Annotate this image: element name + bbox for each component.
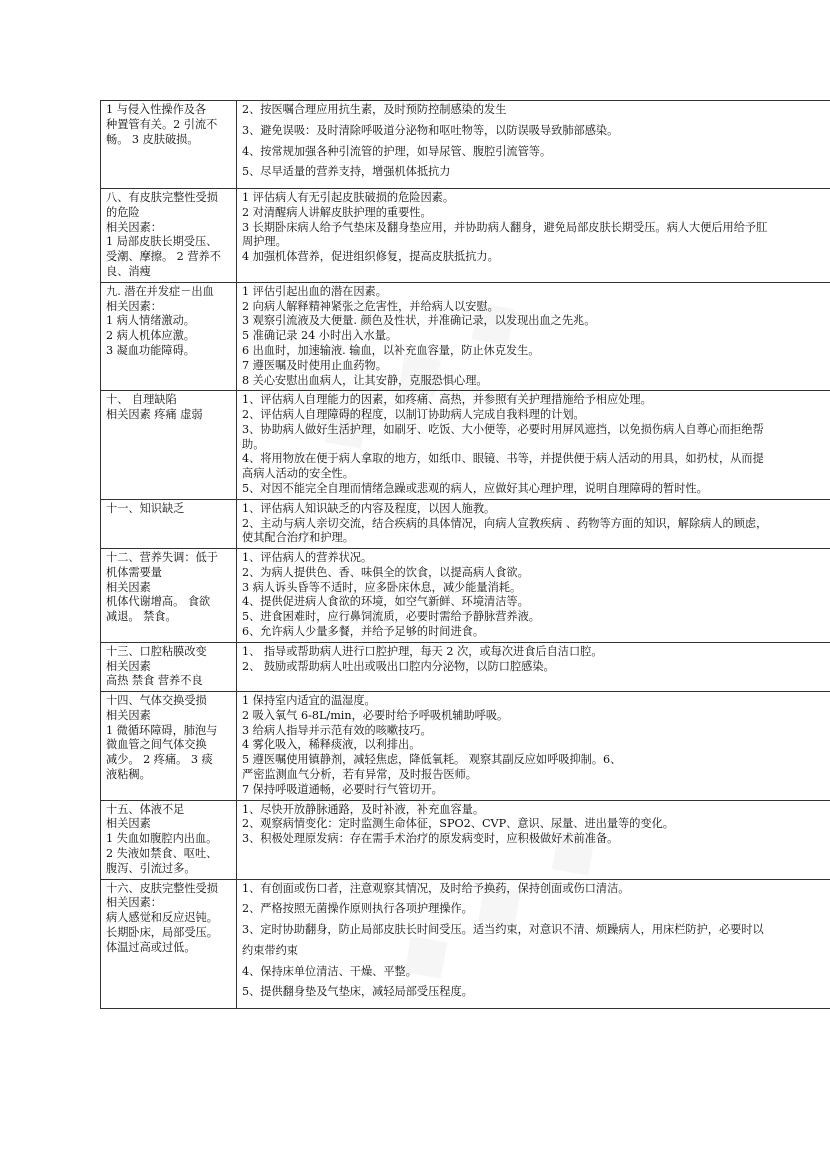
diagnosis-line: 3 凝血功能障碍。 xyxy=(106,343,195,357)
measure-line: 7 保持呼吸道通畅，必要时行气管切开。 xyxy=(242,782,443,796)
measure-line: 1、评估病人知识缺乏的内容及程度，以因人施教。 xyxy=(242,501,496,515)
measure-line: 4、将用物放在便于病人拿取的地方，如纸巾、眼镜、书等，并提供便于病人活动的用具，如扔杖，从而提 xyxy=(242,452,764,466)
measure-line: 5 准确记录 24 小时出入水量。 xyxy=(242,329,398,343)
diagnosis-line: 种置管有关。2 引流不 xyxy=(106,117,218,131)
measure-line: 3、积极处理原发病：存在需手术治疗的原发病变时，应积极做好术前准备。 xyxy=(242,832,619,846)
measure-line: 3、协助病人做好生活护理，如刷牙、吃饭、大小便等，必要时用屏风遮挡，以免损伤病人自尊心而拒绝帮 xyxy=(242,422,764,436)
diagnosis-cell xyxy=(101,189,237,283)
measure-line: 2、为病人提供色、香、味俱全的饮食，以提高病人食欲。 xyxy=(242,565,529,579)
measure-line: 2、严格按照无菌操作原则执行各项护理操作。 xyxy=(242,902,473,916)
diagnosis-line: 良、消瘦 xyxy=(106,265,151,279)
diagnosis-line: 病人感觉和反应迟钝。 xyxy=(106,911,218,925)
table-row xyxy=(101,391,830,499)
measure-line: 1 评估引起出血的潜在因素。 xyxy=(242,284,387,298)
measure-line: 1、尽快开放静脉通路，及时补液，补充血容量。 xyxy=(242,802,485,816)
measure-line: 1、有创面或伤口者，注意观察其情况，及时给予换药，保持创面或伤口清洁。 xyxy=(242,881,630,895)
table-row xyxy=(101,879,830,1009)
diagnosis-cell xyxy=(101,282,237,390)
measures-cell xyxy=(237,282,830,390)
diagnosis-line: 体温过高或过低。 xyxy=(106,940,196,954)
diagnosis-line: 十二、营养失调：低于 xyxy=(106,551,218,565)
table-row xyxy=(101,189,830,283)
diagnosis-line: 腹泻、引流过多。 xyxy=(106,861,196,875)
diagnosis-line: 相关因素 xyxy=(106,659,151,673)
diagnosis-line: 1 失血如腹腔内出血。 xyxy=(106,832,218,846)
diagnosis-line: 减退。 禁食。 xyxy=(106,610,177,624)
diagnosis-line: 相关因素 疼痛 虚弱 xyxy=(106,408,203,422)
diagnosis-line: 长期卧床，局部受压。 xyxy=(106,925,218,939)
measure-line: 1、 指导或帮助病人进行口腔护理，每天 2 次，或每次进食后自洁口腔。 xyxy=(242,644,603,658)
measures-cell xyxy=(237,189,830,283)
diagnosis-line: 八、有皮肤完整性受损 xyxy=(106,191,218,205)
measure-line: 使其配合治疗和护理。 xyxy=(242,531,354,545)
measure-line: 4 加强机体营养，促进组织修复，提高皮肤抵抗力。 xyxy=(242,250,499,264)
measure-line: 4、提供促进病人食欲的环境，如空气新鲜、环境清洁等。 xyxy=(242,595,529,609)
measure-line: 6 出血时，加速输液. 输血，以补充血容量，防止休克发生。 xyxy=(242,343,540,357)
diagnosis-line: 减少。 2 疼痛。 3 痰 xyxy=(106,753,213,767)
measure-line: 4 雾化吸入，稀释痰液，以利排出。 xyxy=(242,738,421,752)
diagnosis-line: 十、 自理缺陷 xyxy=(106,393,177,407)
diagnosis-line: 相关因素： xyxy=(106,299,162,313)
measures-cell xyxy=(237,879,830,1009)
table-row xyxy=(101,642,830,691)
measures-cell xyxy=(237,499,830,548)
measure-line: 2、主动与病人亲切交流，结合疾病的具体情况，向病人宣教疾病 、药物等方面的知识，解除病人的顾虑， xyxy=(242,516,768,530)
measure-line: 助。 xyxy=(242,437,265,451)
measure-line: 3 病人诉头昏等不适时，应多卧床休息，减少能量消耗。 xyxy=(242,580,522,594)
diagnosis-line: 十一、知识缺乏 xyxy=(106,501,185,515)
table-row xyxy=(101,282,830,390)
diagnosis-cell xyxy=(101,879,237,1009)
measure-line: 高病人活动的安全性。 xyxy=(242,467,354,481)
diagnosis-line: 十三、口腔粘膜改变 xyxy=(106,644,207,658)
measures-cell xyxy=(237,800,830,879)
measure-line: 2、评估病人自理障碍的程度，以制订协助病人完成自我料理的计划。 xyxy=(242,408,585,422)
diagnosis-line: 高热 禁食 营养不良 xyxy=(106,674,203,688)
measure-line: 5 遵医嘱使用镇静剂，减轻焦虑，降低氧耗。 观察其副反应如呼吸抑制。6、 xyxy=(242,753,622,767)
measure-line: 2、按医嘱合理应用抗生素，及时预防控制感染的发生 xyxy=(242,103,507,116)
measure-line: 5、进食困难时，应行鼻饲流质，必要时需给予静脉营养液。 xyxy=(242,610,540,624)
diagnosis-line: 1 微循环障碍，肺泡与 xyxy=(106,723,218,737)
measure-line: 严密监测血气分析，若有异常，及时报告医师。 xyxy=(242,768,477,782)
measure-line: 6、允许病人少量多餐，并给予足够的时间进食。 xyxy=(242,625,485,638)
measure-line: 3、避免误吸：及时清除呼吸道分泌物和呕吐物等，以防误吸导致肺部感染。 xyxy=(242,123,619,137)
measure-line: 3 观察引流液及大便量. 颜色及性状，并准确记录，以发现出血之先兆。 xyxy=(242,314,596,328)
diagnosis-cell xyxy=(101,800,237,879)
measures-cell xyxy=(237,642,830,691)
diagnosis-line: 相关因素 xyxy=(106,708,151,722)
measure-line: 8 关心安慰出血病人，让其安静，克服恐惧心理。 xyxy=(242,373,488,387)
measure-line: 3 给病人指导并示范有效的咳嗽技巧。 xyxy=(242,723,432,737)
measures-cell xyxy=(237,549,830,643)
diagnosis-line: 1 病人情绪激动。 xyxy=(106,314,195,328)
diagnosis-line: 相关因素： xyxy=(106,896,162,910)
measure-line: 2、观察病情变化：定时监测生命体征，SPO2、CVP、意识、尿量、进出量等的变化。 xyxy=(242,817,674,831)
measure-line: 4、按常规加强各种引流管的护理，如导尿管、腹腔引流管等。 xyxy=(242,144,552,158)
measures-cell xyxy=(237,692,830,800)
table-row xyxy=(101,549,830,643)
diagnosis-cell xyxy=(101,549,237,643)
diagnosis-line: 相关因素 xyxy=(106,580,151,594)
diagnosis-line: 受潮、摩擦。 2 营养不 xyxy=(106,250,221,264)
diagnosis-cell xyxy=(101,391,237,499)
diagnosis-line: 2 病人机体应激。 xyxy=(106,329,195,343)
diagnosis-cell xyxy=(101,692,237,800)
measure-line: 2、 鼓励或帮助病人吐出或吸出口腔内分泌物，以防口腔感染。 xyxy=(242,659,555,673)
measure-line: 周护理。 xyxy=(242,235,287,249)
nursing-care-table xyxy=(100,100,830,1009)
diagnosis-line: 十四、气体交换受损 xyxy=(106,694,207,708)
measure-line: 5、对因不能完全自理而情绪急躁或悲观的病人，应做好其心理护理，说明自理障碍的暂时性。 xyxy=(242,481,708,495)
diagnosis-line: 1 局部皮肤长期受压、 xyxy=(106,235,218,249)
measure-line: 4、保持床单位清洁、干燥、平整。 xyxy=(242,964,417,978)
diagnosis-line: 微血管之间气体交换 xyxy=(106,738,207,752)
diagnosis-line: 机体代谢增高。 食欲 xyxy=(106,595,211,609)
diagnosis-line: 液粘稠。 xyxy=(106,768,151,782)
diagnosis-line: 九. 潜在并发症－出血 xyxy=(106,284,214,298)
measure-line: 1 评估病人有无引起皮肤破损的危险因素。 xyxy=(242,191,455,205)
table-row xyxy=(101,800,830,879)
diagnosis-line: 相关因素： xyxy=(106,220,162,234)
measure-line: 5、尽早适量的营养支持，增强机体抵抗力 xyxy=(242,165,451,179)
diagnosis-line: 畅。 3 皮肤破损。 xyxy=(106,132,199,146)
diagnosis-cell xyxy=(101,101,237,189)
measure-line: 5、提供翻身垫及气垫床，减轻局部受压程度。 xyxy=(242,985,473,999)
measure-line: 2 对清醒病人讲解皮肤护理的重要性。 xyxy=(242,205,432,219)
measure-line: 2 吸入氧气 6-8L/min，必要时给予呼吸机辅助呼吸。 xyxy=(242,708,509,722)
diagnosis-line: 十五、体液不足 xyxy=(106,802,185,816)
measure-line: 7 遵医嘱及时使用止血药物。 xyxy=(242,358,387,372)
diagnosis-line: 2 失液如禁食、呕吐、 xyxy=(106,846,218,860)
diagnosis-line: 十六、皮肤完整性受损 xyxy=(106,881,218,895)
measure-line: 1、评估病人的营养状况。 xyxy=(242,551,373,565)
measure-line: 约束带约束 xyxy=(242,943,298,957)
measure-line: 1、评估病人自理能力的因素，如疼痛、高热，并参照有关护理措施给予相应处理。 xyxy=(242,393,652,407)
diagnosis-line: 相关因素 xyxy=(106,817,151,831)
table-row xyxy=(101,499,830,548)
diagnosis-line: 1 与侵入性操作及各 xyxy=(106,103,207,116)
measure-line: 3 长期卧床病人给予气垫床及翻身垫应用，并协助病人翻身，避免局部皮肤长期受压。病人大便后用给予肛 xyxy=(242,220,768,234)
measure-line: 2 向病人解释精神紧张之危害性，并给病人以安慰。 xyxy=(242,299,499,313)
measure-line: 1 保持室内适宜的温湿度。 xyxy=(242,694,376,708)
diagnosis-line: 机体需要量 xyxy=(106,565,162,579)
measure-line: 3、定时协助翻身，防止局部皮肤长时间受压。适当约束，对意识不清、烦躁病人，用床栏防护，必要时以 xyxy=(242,923,764,937)
table-row xyxy=(101,101,830,189)
table-row xyxy=(101,692,830,800)
measures-cell xyxy=(237,391,830,499)
diagnosis-line: 的危险 xyxy=(106,205,140,219)
diagnosis-cell xyxy=(101,642,237,691)
measures-cell xyxy=(237,101,830,189)
diagnosis-cell xyxy=(101,499,237,548)
